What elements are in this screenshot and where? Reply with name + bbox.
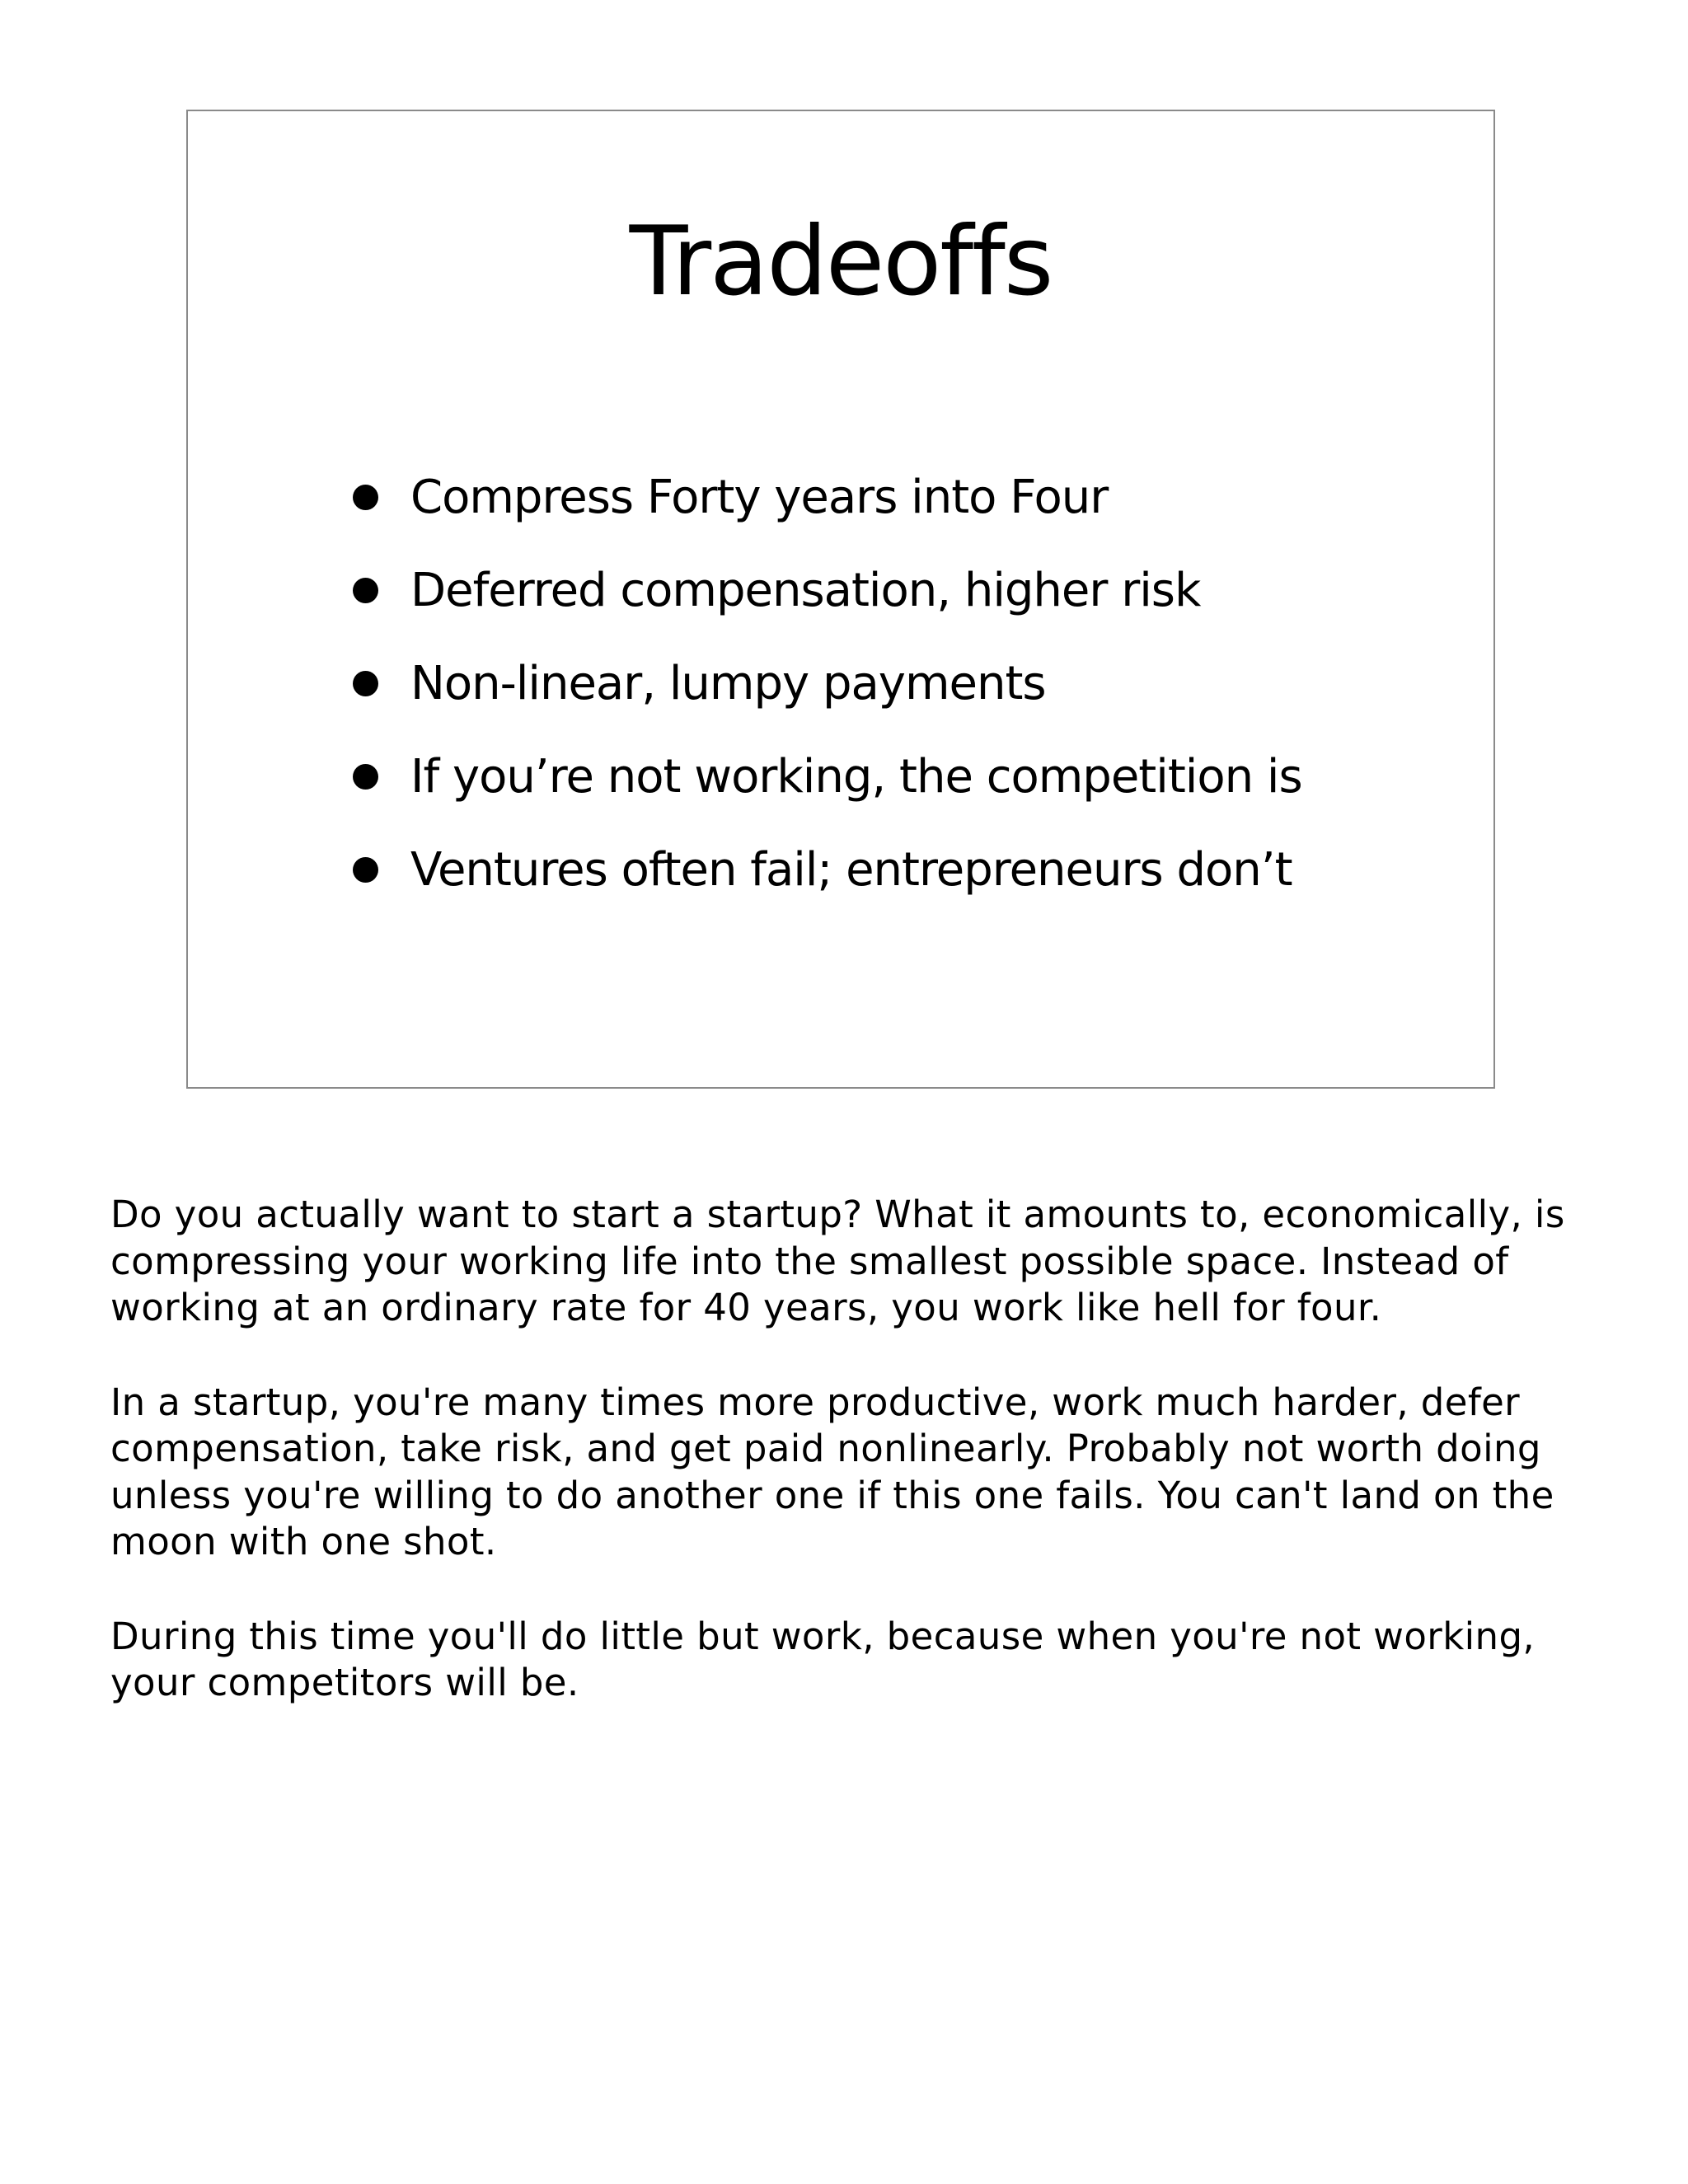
bullet-text: Ventures often fail; entrepreneurs don’t: [410, 843, 1292, 897]
notes-paragraph: In a startup, you're many times more productive, work much harder, defer compensation, take risk, and get paid nonlinearly. Probably not worth doing unless you're willing to do another one if this one fails. You can't land on the moon with one shot.: [110, 1380, 1554, 1563]
slide-frame: [186, 110, 1495, 1089]
speaker-notes: [110, 1192, 1578, 1755]
slide-title: Tradeoffs: [629, 206, 1053, 317]
bullet-dot-icon: [353, 857, 378, 883]
notes-paragraph: Do you actually want to start a startup? What it amounts to, economically, is compressing your working life into the smallest possible space. Instead of working at an ordinary rate for 40 years, you work like hell for four.: [110, 1193, 1565, 1329]
bullet-list: [410, 451, 1302, 916]
bullet-text: Compress Forty years into Four: [410, 471, 1109, 524]
bullet-dot-icon: [353, 764, 378, 790]
bullet-item: [410, 451, 1302, 544]
bullet-item: [410, 637, 1302, 730]
bullet-dot-icon: [353, 671, 378, 696]
bullet-text: Non-linear, lumpy payments: [410, 657, 1046, 710]
notes-paragraph: During this time you'll do little but work, because when you're not working, your competitors will be.: [110, 1614, 1536, 1704]
bullet-item: [410, 544, 1302, 637]
bullet-dot-icon: [353, 485, 378, 510]
bullet-item: [410, 730, 1302, 823]
bullet-dot-icon: [353, 578, 378, 603]
bullet-item: [410, 823, 1302, 916]
bullet-text: If you’re not working, the competition is: [410, 750, 1302, 804]
bullet-text: Deferred compensation, higher risk: [410, 564, 1201, 617]
